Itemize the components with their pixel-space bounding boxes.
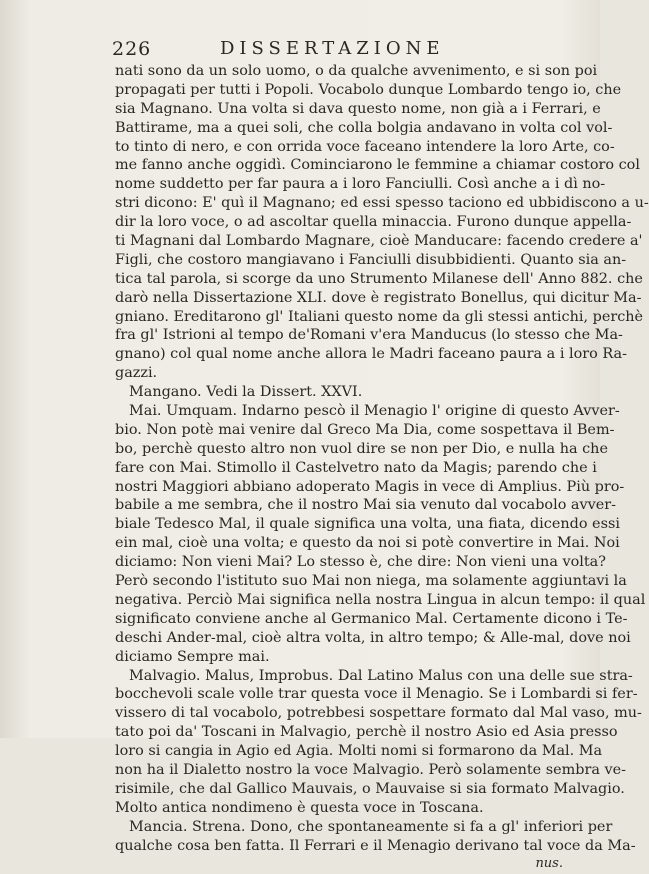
text-line: stri dicono: E' quì il Magnano; ed essi spesso taciono ed ubbidiscono a u- [115, 195, 649, 212]
text-line: darò nella Dissertazione XLI. dove è registrato Bonellus, qui dicitur Ma- [115, 289, 642, 306]
running-title: DISSERTAZIONE [220, 38, 445, 59]
text-line: biale Tedesco Mal, il quale significa una volta, una fiata, dicendo essi [115, 516, 620, 533]
text-line: negativa. Perciò Mai significa nella nostra Lingua in alcun tempo: il qual [115, 591, 646, 608]
text-line: fra gl' Istrioni al tempo de'Romani v'era Manducus (lo stesso che Ma- [115, 327, 623, 344]
page-header [112, 38, 472, 60]
text-line: loro si cangia in Agio ed Agia. Molti nomi si formarono da Mal. Ma [115, 743, 603, 760]
text-line: babile a me sembra, che il nostro Mai sia venuto dal vocabolo avver- [115, 497, 617, 514]
text-line: Figli, che costoro mangiavano i Fanciulli disubbidienti. Quanto sia an- [115, 251, 627, 268]
text-line: vissero di tal vocabolo, potrebbesi sospettare formato dal Mal vaso, mu- [115, 705, 642, 722]
catchword: nus. [535, 856, 563, 872]
entry-heading-line: Mai. Umquam. Indarno pescò il Menagio l' origine di questo Avver- [129, 403, 620, 420]
text-line: fare con Mai. Stimollo il Castelvetro nato da Magis; parendo che i [115, 459, 597, 476]
text-line: bocchevoli scale volle trar questa voce il Menagio. Se i Lombardi si fer- [115, 686, 638, 703]
entry-heading-line: Mangano. Vedi la Dissert. XXVI. [129, 384, 363, 401]
text-line: risimile, che dal Gallico Mauvais, o Mauvaise si sia formato Malvagio. [115, 780, 625, 797]
text-line: bo, perchè questo altro non vuol dire se non per Dio, e nulla ha che [115, 440, 608, 457]
entry-heading-line: Malvagio. Malus, Improbus. Dal Latino Malus con una delle sue stra- [129, 667, 633, 684]
text-line: nostri Maggiori abbiano adoperato Magis in vece di Amplius. Più pro- [115, 478, 625, 495]
text-line: Però secondo l'istituto suo Mai non niega, ma solamente aggiuntavi la [115, 573, 627, 590]
text-line: Battirame, ma a quei soli, che colla bolgia andavano in volta col vol- [115, 119, 613, 136]
text-line: me fanno anche oggidì. Cominciarono le femmine a chiamar costoro col [115, 157, 640, 174]
text-line: gazzi. [115, 365, 158, 382]
text-line: Molto antica nondimeno è questa voce in Toscana. [115, 799, 484, 816]
text-line: sia Magnano. Una volta si dava questo nome, non già a i Ferrari, e [115, 100, 601, 117]
text-line: non ha il Dialetto nostro la voce Malvagio. Però solamente sembra ve- [115, 761, 627, 778]
text-line: ein mal, cioè una volta; e questo da noi si potè convertire in Mai. Noi [115, 535, 620, 552]
text-line: propagati per tutti i Popoli. Vocabolo dunque Lombardo tengo io, che [115, 81, 622, 98]
page-body [115, 62, 649, 874]
text-line: tato poi da' Toscani in Malvagio, perchè il nostro Asio ed Asia presso [115, 724, 618, 741]
text-line: to tinto di nero, e con orrida voce faceano intendere la loro Arte, co- [115, 138, 615, 155]
text-line: nome suddetto per far paura a i loro Fanciulli. Così anche a i dì no- [115, 176, 606, 193]
text-line: deschi Ander-mal, cioè altra volta, in altro tempo; & Alle-mal, dove noi [115, 629, 631, 646]
entry-heading-line: Mancia. Strena. Dono, che spontaneamente si fa a gl' inferiori per [129, 818, 613, 835]
text-line: bio. Non potè mai venire dal Greco Ma Dia, come sospettava il Bem- [115, 421, 615, 438]
text-line: gniano. Ereditarono gl' Italiani questo nome da gli stessi antichi, perchè [115, 308, 644, 325]
text-line: significato conviene anche al Germanico Mal. Certamente dicono i Te- [115, 610, 628, 627]
text-line: diciamo: Non vieni Mai? Lo stesso è, che dire: Non vieni una volta? [115, 554, 606, 571]
text-line: diciamo Sempre mai. [115, 648, 270, 665]
text-line: nati sono da un solo uomo, o da qualche avvenimento, e si son poi [115, 63, 598, 79]
text-line: tica tal parola, si scorge da uno Strumento Milanese dell' Anno 882. che [115, 270, 643, 287]
text-line: ti Magnani dal Lombardo Magnare, cioè Manducare: facendo credere a' [115, 233, 643, 250]
page-number: 226 [112, 38, 152, 60]
text-line: gnano) col qual nome anche allora le Madri faceano paura a i loro Ra- [115, 346, 627, 363]
text-line: qualche cosa ben fatta. Il Ferrari e il Menagio derivano tal voce da Ma- [115, 837, 636, 854]
text-line: dir la loro voce, o ad ascoltar quella minaccia. Furono dunque appella- [115, 214, 632, 231]
